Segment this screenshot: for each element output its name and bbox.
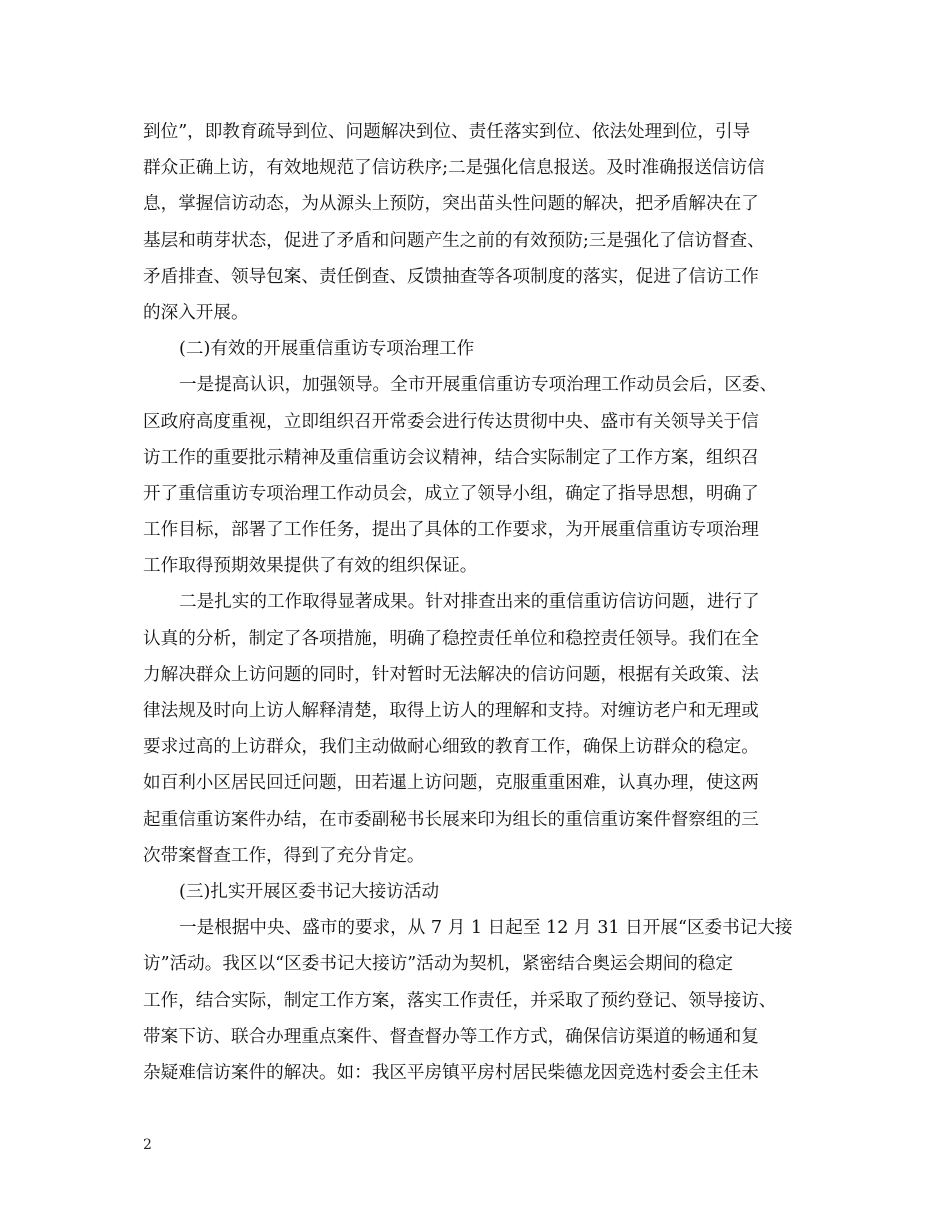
text-line: 杂疑难信访案件的解决。如：我区平房镇平房村居民柴德龙因竞选村委会主任未 — [143, 1062, 759, 1083]
text-line: 次带案督查工作，得到了充分肯定。 — [143, 845, 425, 866]
text-line: 力解决群众上访问题的同时，针对暂时无法解决的信访问题，根据有关政策、法 — [143, 664, 759, 685]
text-line: 律法规及时向上访人解释清楚，取得上访人的理解和支持。对缠访老户和无理或 — [143, 701, 759, 721]
text-line: 矛盾排查、领导包案、责任倒查、反馈抽查等各项制度的落实，促进了信访工作 — [143, 266, 759, 287]
text-line: 认真的分析，制定了各项措施，明确了稳控责任单位和稳控责任领导。我们在全 — [143, 628, 759, 649]
text-line: 基层和萌芽状态，促进了矛盾和问题产生之前的有效预防;三是强化了信访督查、 — [143, 230, 765, 251]
text-line: 工作，结合实际，制定工作方案，落实工作责任，并采取了预约登记、领导接访、 — [143, 990, 777, 1011]
text-line: 二是扎实的工作取得显著成果。针对排查出来的重信重访信访问题，进行了 — [179, 592, 760, 613]
text-line: 群众正确上访，有效地规范了信访秩序;二是强化信息报送。及时准确报送信访信 — [143, 158, 765, 179]
text-line: 工作取得预期效果提供了有效的组织保证。 — [143, 556, 478, 577]
section-heading: (二)有效的开展重信重访专项治理工作 — [179, 339, 475, 360]
text-line: 工作目标，部署了工作任务，提出了具体的工作要求，为开展重信重访专项治理 — [143, 520, 759, 541]
text-line: 开了重信重访专项治理工作动员会，成立了领导小组，确定了指导思想，明确了 — [143, 483, 759, 504]
text-line: 区政府高度重视，立即组织召开常委会进行传达贯彻中央、盛市有关领导关于信 — [143, 411, 759, 432]
text-line: 到位”，即教育疏导到位、问题解决到位、责任落实到位、依法处理到位，引导 — [143, 122, 751, 142]
text-line: 带案下访、联合办理重点案件、督查督办等工作方式，确保信访渠道的畅通和复 — [143, 1026, 759, 1047]
text-line: 的深入开展。 — [143, 302, 249, 323]
text-line: 一是根据中央、盛市的要求，从 7 月 1 日起至 12 月 31 日开展“区委书记大接 — [179, 918, 793, 939]
text-line: 要求过高的上访群众，我们主动做耐心细致的教育工作，确保上访群众的稳定。 — [143, 737, 759, 758]
text-line: 一是提高认识，加强领导。全市开展重信重访专项治理工作动员会后，区委、 — [179, 375, 778, 396]
text-line: 息，掌握信访动态，为从源头上预防，突出苗头性问题的解决，把矛盾解决在了 — [143, 194, 759, 215]
page-number: 2 — [143, 1137, 152, 1153]
text-line: 起重信重访案件办结，在市委副秘书长展来印为组长的重信重访案件督察组的三 — [143, 809, 759, 830]
section-heading: (三)扎实开展区委书记大接访活动 — [179, 881, 440, 902]
body-text — [143, 114, 809, 1091]
text-line: 访”活动。我区以“区委书记大接访”活动为契机，紧密结合奥运会期间的稳定 — [143, 954, 733, 975]
text-line: 如百利小区居民回迁问题，田若暹上访问题，克服重重困难，认真办理，使这两 — [143, 773, 759, 794]
text-line: 访工作的重要批示精神及重信重访会议精神，结合实际制定了工作方案，组织召 — [143, 447, 759, 468]
